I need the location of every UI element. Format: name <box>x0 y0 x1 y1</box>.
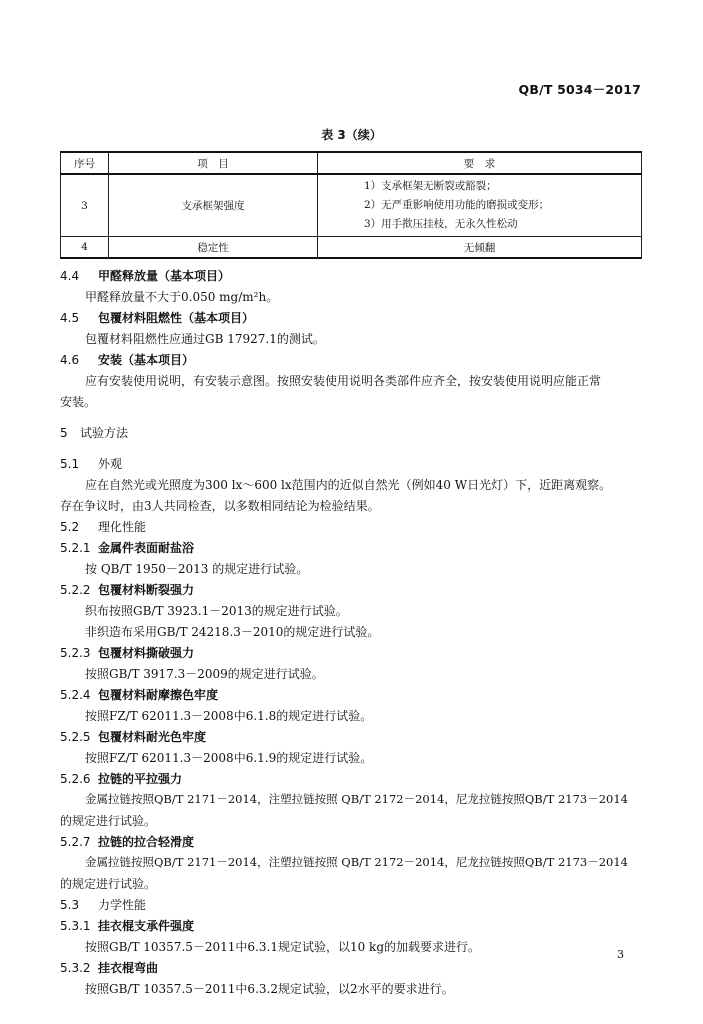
requirement-line: 1）支承框架无断裂或豁裂； <box>364 180 497 192</box>
section-number: 5.3.2 <box>60 961 91 975</box>
section-number: 5.2.4 <box>60 688 91 702</box>
section-title: 安装（基本项目） <box>98 353 195 367</box>
section-body: 包覆材料阻燃性应通过GB 17927.1的测试。 <box>85 332 325 346</box>
row-number: 3 <box>61 174 109 237</box>
section-number: 5.2.7 <box>60 835 91 849</box>
section-title: 金属件表面耐盐浴 <box>98 541 195 555</box>
section-body-continued: 存在争议时，由3人共同检查，以多数相同结论为检验结果。 <box>60 499 380 513</box>
section-heading <box>60 770 182 787</box>
requirement-line: 2）无严重影响使用功能的磨损或变形； <box>364 199 550 211</box>
section-title: 拉链的拉合轻滑度 <box>98 835 195 849</box>
page-number: 3 <box>617 948 624 961</box>
section-number: 5.2.5 <box>60 730 91 744</box>
table-row <box>61 237 642 259</box>
table-row <box>61 174 642 237</box>
section-title: 理化性能 <box>98 520 147 534</box>
section-title: 包覆材料撕破强力 <box>98 646 195 660</box>
row-requirements <box>318 174 642 237</box>
section-body-continued: 的规定进行试验。 <box>60 877 157 891</box>
standard-number: QB/T 5034－2017 <box>518 82 641 97</box>
section-heading <box>60 686 218 703</box>
section-heading <box>60 833 194 850</box>
section-body: 甲醛释放量不大于0.050 mg/m²h。 <box>85 290 279 304</box>
section-body: 应在自然光或光照度为300 lx～600 lx范围内的近似自然光（例如40 W日光灯）下，近距离观察。 <box>85 478 612 492</box>
section-title: 包覆材料阻燃性（基本项目） <box>98 311 255 325</box>
section-body: 非织造布采用GB/T 24218.3－2010的规定进行试验。 <box>85 625 380 639</box>
section-heading <box>60 581 194 598</box>
column-header-requirement: 要 求 <box>318 152 642 174</box>
requirements-table <box>60 151 642 259</box>
section-title: 力学性能 <box>98 898 147 912</box>
section-number: 5.3 <box>60 898 80 912</box>
section-number: 5 <box>60 426 68 440</box>
section-number: 5.2 <box>60 520 80 534</box>
section-number: 4.5 <box>60 311 80 325</box>
section-heading <box>60 959 158 976</box>
table-caption: 表 3（续） <box>321 128 382 142</box>
section-heading <box>60 644 194 661</box>
section-body: 金属拉链按照QB/T 2171－2014，注塑拉链按照 QB/T 2172－2014，尼龙拉链按照QB/T 2173－2014 <box>85 792 628 806</box>
section-heading <box>60 728 206 745</box>
row-number: 4 <box>61 237 109 259</box>
section-title: 拉链的平拉强力 <box>98 772 183 786</box>
section-heading <box>60 309 254 326</box>
section-number: 5.2.6 <box>60 772 91 786</box>
section-title: 包覆材料断裂强力 <box>98 583 195 597</box>
section-heading <box>60 539 194 556</box>
section-title: 包覆材料耐摩擦色牢度 <box>98 688 219 702</box>
section-heading <box>60 896 146 913</box>
section-heading <box>60 518 146 535</box>
section-number: 5.1 <box>60 457 80 471</box>
section-number: 4.6 <box>60 353 80 367</box>
section-number: 4.4 <box>60 269 80 283</box>
section-body: 按照GB/T 10357.5－2011中6.3.1规定试验，以10 kg的加载要求进行。 <box>85 940 480 954</box>
chapter-heading <box>60 424 128 441</box>
section-number: 5.2.1 <box>60 541 91 555</box>
row-requirement: 无倾翻 <box>318 237 642 259</box>
section-body: 按照FZ/T 62011.3－2008中6.1.8的规定进行试验。 <box>85 709 373 723</box>
section-number: 5.3.1 <box>60 919 91 933</box>
section-title: 挂衣棍支承件强度 <box>98 919 195 933</box>
row-item: 支承框架强度 <box>109 174 318 237</box>
section-heading <box>60 455 122 472</box>
section-title: 甲醛释放量（基本项目） <box>98 269 231 283</box>
section-body-continued: 的规定进行试验。 <box>60 814 157 828</box>
section-title: 包覆材料耐光色牢度 <box>98 730 207 744</box>
column-header-item: 项 目 <box>109 152 318 174</box>
section-number: 5.2.3 <box>60 646 91 660</box>
table-header-row <box>61 152 642 174</box>
section-title: 试验方法 <box>80 426 129 440</box>
column-header-no: 序号 <box>61 152 109 174</box>
section-body-continued: 安装。 <box>60 395 97 409</box>
section-body: 按照GB/T 3917.3－2009的规定进行试验。 <box>85 667 324 681</box>
section-body: 织布按照GB/T 3923.1－2013的规定进行试验。 <box>85 604 348 618</box>
section-title: 外观 <box>98 457 123 471</box>
section-heading <box>60 917 194 934</box>
section-body: 按照FZ/T 62011.3－2008中6.1.9的规定进行试验。 <box>85 751 373 765</box>
requirement-line: 3）用手揿压挂枝，无永久性松动 <box>364 218 518 230</box>
section-body: 按 QB/T 1950－2013 的规定进行试验。 <box>85 562 309 576</box>
row-item: 稳定性 <box>109 237 318 259</box>
section-body: 应有安装使用说明，有安装示意图。按照安装使用说明各类部件应齐全，按安装使用说明应能正常 <box>85 374 602 388</box>
section-body: 金属拉链按照QB/T 2171－2014，注塑拉链按照 QB/T 2172－2014，尼龙拉链按照QB/T 2173－2014 <box>85 855 628 869</box>
section-title: 挂衣棍弯曲 <box>98 961 159 975</box>
section-heading <box>60 351 194 368</box>
section-body: 按照GB/T 10357.5－2011中6.3.2规定试验，以2水平的要求进行。 <box>85 982 454 996</box>
section-number: 5.2.2 <box>60 583 91 597</box>
section-heading <box>60 267 230 284</box>
